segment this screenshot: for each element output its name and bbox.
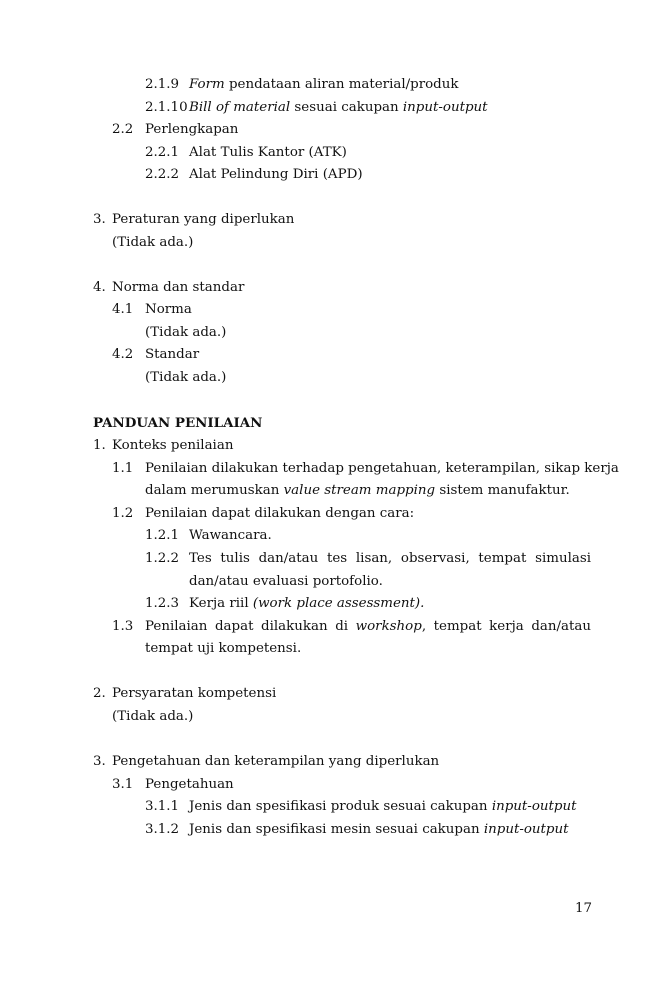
item-number: 1.3 xyxy=(112,619,134,634)
text-span: Kerja riil xyxy=(189,596,253,611)
item-number: 3. xyxy=(93,754,106,769)
item-number: 4.1 xyxy=(112,302,134,317)
italic-term: input-output xyxy=(491,799,577,814)
page-number: 17 xyxy=(574,901,592,916)
item-number: 3.1 xyxy=(112,777,134,792)
item-text xyxy=(145,618,591,636)
item-text: Norma xyxy=(145,302,192,317)
item-number: 1.2.1 xyxy=(145,528,180,543)
item-note: (Tidak ada.) xyxy=(145,370,227,385)
text-span: pendataan aliran material/produk xyxy=(224,77,459,92)
italic-term: input-output xyxy=(483,822,569,837)
text-span: , tempat kerja dan/atau xyxy=(421,619,591,634)
item-number: 3.1.2 xyxy=(145,822,180,837)
item-number: 2.1.9 xyxy=(145,77,180,92)
text-span: Jenis dan spesifikasi produk sesuai cakupan xyxy=(189,799,492,814)
item-number: 1.2 xyxy=(112,506,134,521)
item-number: 4. xyxy=(93,280,106,295)
item-text xyxy=(189,595,424,613)
item-number: 2.2 xyxy=(112,122,134,137)
item-number: 2.1.10 xyxy=(145,100,188,115)
item-text: Peraturan yang diperlukan xyxy=(112,212,295,227)
text-span: Jenis dan spesifikasi mesin sesuai cakupan xyxy=(189,822,484,837)
item-text xyxy=(189,99,488,117)
text-span: sistem manufaktur. xyxy=(435,483,570,498)
text-span: Penilaian dapat dilakukan di xyxy=(145,619,356,634)
item-text: Standar xyxy=(145,347,200,362)
italic-term: input-output xyxy=(402,100,488,115)
item-number: 3. xyxy=(93,212,106,227)
text-span: sesuai cakupan xyxy=(290,100,403,115)
item-text: Alat Pelindung Diri (APD) xyxy=(189,167,363,182)
item-text: Konteks penilaian xyxy=(112,438,234,453)
item-note: (Tidak ada.) xyxy=(112,235,194,250)
item-text-continuation: tempat uji kompetensi. xyxy=(145,641,302,656)
item-text: Tes tulis dan/atau tes lisan, observasi, tempat simulasi xyxy=(189,551,591,566)
item-text xyxy=(189,76,459,94)
item-text xyxy=(189,821,569,839)
item-note: (Tidak ada.) xyxy=(112,709,194,724)
item-number: 1.2.3 xyxy=(145,596,180,611)
italic-term: value stream mapping xyxy=(283,483,436,498)
item-number: 2. xyxy=(93,686,106,701)
item-number: 4.2 xyxy=(112,347,134,362)
item-note: (Tidak ada.) xyxy=(145,325,227,340)
section-heading: PANDUAN PENILAIAN xyxy=(93,415,263,431)
item-number: 3.1.1 xyxy=(145,799,180,814)
item-number: 1.1 xyxy=(112,461,134,476)
italic-term: Bill of material xyxy=(189,100,291,115)
item-text-continuation: dan/atau evaluasi portofolio. xyxy=(189,574,383,589)
item-text: Perlengkapan xyxy=(145,122,239,137)
item-text-continuation xyxy=(145,482,570,500)
item-text xyxy=(189,798,576,816)
item-text: Persyaratan kompetensi xyxy=(112,686,277,701)
item-number: 2.2.2 xyxy=(145,167,180,182)
item-text: Pengetahuan xyxy=(145,777,234,792)
italic-term: (work place assessment). xyxy=(252,596,425,611)
italic-term: Form xyxy=(189,77,225,92)
item-text: Wawancara. xyxy=(189,528,272,543)
text-span: dalam merumuskan xyxy=(145,483,284,498)
italic-term: workshop xyxy=(355,619,422,634)
item-text: Penilaian dapat dilakukan dengan cara: xyxy=(145,506,415,521)
item-text: Penilaian dilakukan terhadap pengetahuan, keterampilan, sikap kerja xyxy=(145,461,619,476)
item-number: 2.2.1 xyxy=(145,145,180,160)
item-text: Norma dan standar xyxy=(112,280,245,295)
item-number: 1. xyxy=(93,438,106,453)
item-text: Pengetahuan dan keterampilan yang diperlukan xyxy=(112,754,440,769)
item-text: Alat Tulis Kantor (ATK) xyxy=(189,145,347,160)
item-number: 1.2.2 xyxy=(145,551,180,566)
